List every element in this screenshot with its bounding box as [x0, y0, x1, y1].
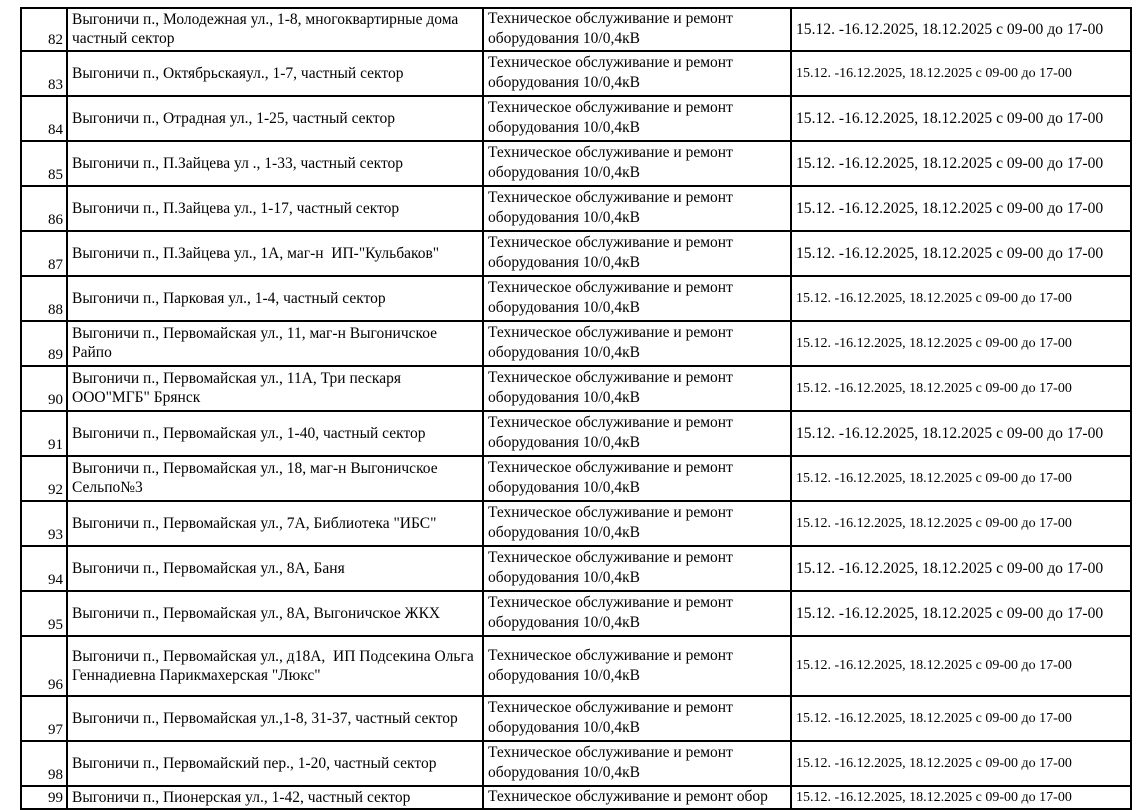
address-cell: Выгоничи п., Первомайская ул., 8А, Баня	[67, 546, 483, 591]
row-number-cell: 83	[21, 51, 67, 96]
work-type-cell: Техническое обслуживание и ремонт оборудования 10/0,4кВ	[483, 51, 791, 96]
address-cell: Выгоничи п., Первомайская ул., 1-40, частный сектор	[67, 411, 483, 456]
work-type-cell: Техническое обслуживание и ремонт оборудования 10/0,4кВ	[483, 231, 791, 276]
table-row	[21, 696, 1131, 741]
table-row	[21, 786, 1131, 809]
work-type-cell: Техническое обслуживание и ремонт оборудования 10/0,4кВ	[483, 411, 791, 456]
dates-cell: 15.12. -16.12.2025, 18.12.2025 с 09-00 до 17-00	[791, 786, 1131, 809]
address-cell: Выгоничи п., Парковая ул., 1-4, частный сектор	[67, 276, 483, 321]
dates-cell: 15.12. -16.12.2025, 18.12.2025 с 09-00 до 17-00	[791, 276, 1131, 321]
outage-schedule-table	[20, 7, 1132, 810]
table-row	[21, 51, 1131, 96]
work-type-cell: Техническое обслуживание и ремонт оборудования 10/0,4кВ	[483, 591, 791, 636]
dates-cell: 15.12. -16.12.2025, 18.12.2025 с 09-00 до 17-00	[791, 501, 1131, 546]
work-type-cell: Техническое обслуживание и ремонт оборудования 10/0,4кВ	[483, 696, 791, 741]
dates-cell: 15.12. -16.12.2025, 18.12.2025 с 09-00 до 17-00	[791, 231, 1131, 276]
row-number-cell: 96	[21, 636, 67, 696]
work-type-cell: Техническое обслуживание и ремонт оборудования 10/0,4кВ	[483, 366, 791, 411]
address-cell: Выгоничи п., П.Зайцева ул., 1-17, частный сектор	[67, 186, 483, 231]
address-cell: Выгоничи п., Первомайская ул., 7А, Библиотека "ИБС"	[67, 501, 483, 546]
work-type-cell: Техническое обслуживание и ремонт оборудования 10/0,4кВ	[483, 141, 791, 186]
address-cell: Выгоничи п., Первомайская ул., 11А, Три пескаря ООО"МГБ" Брянск	[67, 366, 483, 411]
dates-cell: 15.12. -16.12.2025, 18.12.2025 с 09-00 до 17-00	[791, 546, 1131, 591]
address-cell: Выгоничи п., Первомайская ул., 18, маг-н Выгоничское Сельпо№3	[67, 456, 483, 501]
row-number-cell: 93	[21, 501, 67, 546]
address-cell: Выгоничи п., Октябрьскаяул., 1-7, частный сектор	[67, 51, 483, 96]
table-row	[21, 501, 1131, 546]
row-number-cell: 97	[21, 696, 67, 741]
dates-cell: 15.12. -16.12.2025, 18.12.2025 с 09-00 до 17-00	[791, 696, 1131, 741]
table-row	[21, 186, 1131, 231]
table-row	[21, 8, 1131, 51]
dates-cell: 15.12. -16.12.2025, 18.12.2025 с 09-00 до 17-00	[791, 186, 1131, 231]
work-type-cell: Техническое обслуживание и ремонт оборудования 10/0,4кВ	[483, 546, 791, 591]
row-number-cell: 91	[21, 411, 67, 456]
address-cell: Выгоничи п., П.Зайцева ул ., 1-33, частный сектор	[67, 141, 483, 186]
row-number-cell: 98	[21, 741, 67, 786]
dates-cell: 15.12. -16.12.2025, 18.12.2025 с 09-00 до 17-00	[791, 741, 1131, 786]
dates-cell: 15.12. -16.12.2025, 18.12.2025 с 09-00 до 17-00	[791, 321, 1131, 366]
row-number-cell: 90	[21, 366, 67, 411]
table-row	[21, 141, 1131, 186]
address-cell: Выгоничи п., Молодежная ул., 1-8, многоквартирные дома частный сектор	[67, 8, 483, 51]
table-row	[21, 321, 1131, 366]
table-row	[21, 591, 1131, 636]
dates-cell: 15.12. -16.12.2025, 18.12.2025 с 09-00 до 17-00	[791, 51, 1131, 96]
table-row	[21, 366, 1131, 411]
dates-cell: 15.12. -16.12.2025, 18.12.2025 с 09-00 до 17-00	[791, 591, 1131, 636]
table-row	[21, 411, 1131, 456]
work-type-cell: Техническое обслуживание и ремонт оборудования 10/0,4кВ	[483, 741, 791, 786]
dates-cell: 15.12. -16.12.2025, 18.12.2025 с 09-00 до 17-00	[791, 141, 1131, 186]
table-row	[21, 276, 1131, 321]
table-row	[21, 231, 1131, 276]
row-number-cell: 86	[21, 186, 67, 231]
dates-cell: 15.12. -16.12.2025, 18.12.2025 с 09-00 до 17-00	[791, 411, 1131, 456]
address-cell: Выгоничи п., Первомайская ул., д18А, ИП Подсекина Ольга Геннадиевна Парикмахерская "Люкс"	[67, 636, 483, 696]
work-type-cell: Техническое обслуживание и ремонт оборудования 10/0,4кВ	[483, 276, 791, 321]
dates-cell: 15.12. -16.12.2025, 18.12.2025 с 09-00 до 17-00	[791, 8, 1131, 51]
work-type-cell: Техническое обслуживание и ремонт оборудования 10/0,4кВ	[483, 456, 791, 501]
table-row	[21, 636, 1131, 696]
row-number-cell: 82	[21, 8, 67, 51]
table-row	[21, 96, 1131, 141]
row-number-cell: 85	[21, 141, 67, 186]
address-cell: Выгоничи п., Первомайский пер., 1-20, частный сектор	[67, 741, 483, 786]
work-type-cell: Техническое обслуживание и ремонт обор	[483, 786, 791, 809]
address-cell: Выгоничи п., Первомайская ул.,1-8, 31-37, частный сектор	[67, 696, 483, 741]
dates-cell: 15.12. -16.12.2025, 18.12.2025 с 09-00 до 17-00	[791, 96, 1131, 141]
dates-cell: 15.12. -16.12.2025, 18.12.2025 с 09-00 до 17-00	[791, 636, 1131, 696]
work-type-cell: Техническое обслуживание и ремонт оборудования 10/0,4кВ	[483, 321, 791, 366]
dates-cell: 15.12. -16.12.2025, 18.12.2025 с 09-00 до 17-00	[791, 456, 1131, 501]
work-type-cell: Техническое обслуживание и ремонт оборудования 10/0,4кВ	[483, 186, 791, 231]
row-number-cell: 95	[21, 591, 67, 636]
table-row	[21, 546, 1131, 591]
row-number-cell: 94	[21, 546, 67, 591]
row-number-cell: 84	[21, 96, 67, 141]
row-number-cell: 99	[21, 786, 67, 809]
row-number-cell: 87	[21, 231, 67, 276]
table-row	[21, 741, 1131, 786]
address-cell: Выгоничи п., Отрадная ул., 1-25, частный сектор	[67, 96, 483, 141]
dates-cell: 15.12. -16.12.2025, 18.12.2025 с 09-00 до 17-00	[791, 366, 1131, 411]
work-type-cell: Техническое обслуживание и ремонт оборудования 10/0,4кВ	[483, 8, 791, 51]
table-row	[21, 456, 1131, 501]
address-cell: Выгоничи п., Первомайская ул., 8А, Выгоничское ЖКХ	[67, 591, 483, 636]
work-type-cell: Техническое обслуживание и ремонт оборудования 10/0,4кВ	[483, 96, 791, 141]
address-cell: Выгоничи п., Первомайская ул., 11, маг-н Выгоничское Райпо	[67, 321, 483, 366]
address-cell: Выгоничи п., П.Зайцева ул., 1А, маг-н ИП-"Кульбаков"	[67, 231, 483, 276]
work-type-cell: Техническое обслуживание и ремонт оборудования 10/0,4кВ	[483, 501, 791, 546]
table-body	[21, 8, 1131, 809]
row-number-cell: 88	[21, 276, 67, 321]
address-cell: Выгоничи п., Пионерская ул., 1-42, частный сектор	[67, 786, 483, 809]
work-type-cell: Техническое обслуживание и ремонт оборудования 10/0,4кВ	[483, 636, 791, 696]
row-number-cell: 89	[21, 321, 67, 366]
row-number-cell: 92	[21, 456, 67, 501]
